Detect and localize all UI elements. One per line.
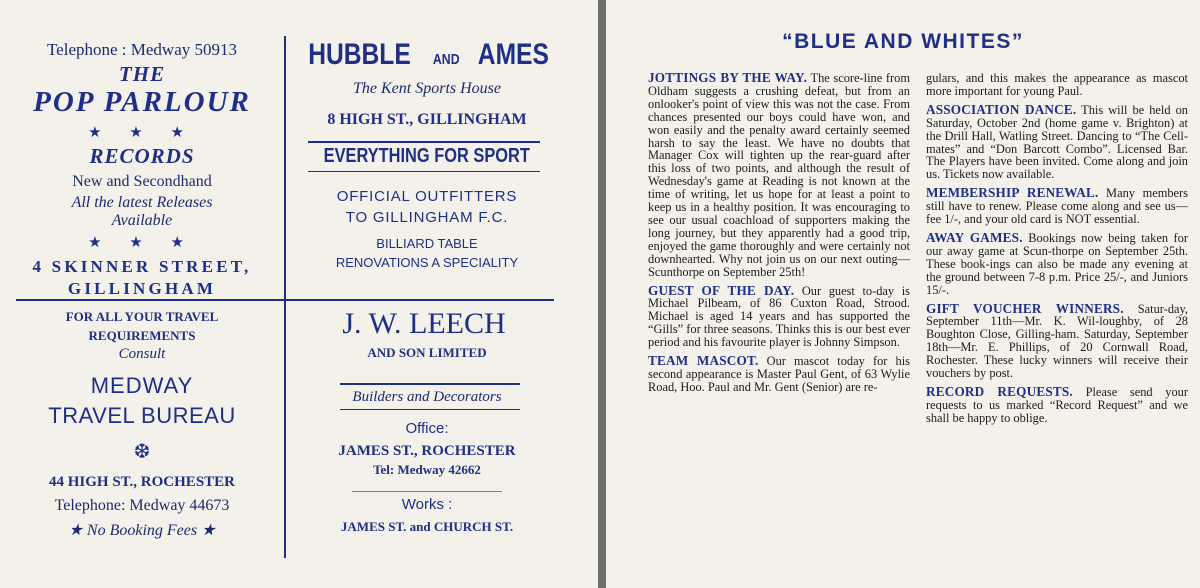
leech-works: Works : xyxy=(401,496,453,513)
travel-line-2: REQUIREMENTS xyxy=(88,328,196,343)
hubble-official-2: TO GILLINGHAM F.C. xyxy=(345,209,509,226)
left-page xyxy=(0,0,598,588)
article-title: “BLUE AND WHITES” xyxy=(782,30,1024,53)
hubble-ames-ad xyxy=(296,38,558,270)
paragraph-away xyxy=(926,229,1188,297)
pop-name: POP PARLOUR xyxy=(33,86,251,118)
para-body: Please send your requests to us marked “Record Request” and we shall be happy to oblige. xyxy=(926,384,1188,425)
travel-consult: Consult xyxy=(118,346,166,362)
para-body: Many members still have to renew. Please come along and see us—fee 1/-, and your old card is NOT essential. xyxy=(926,186,1188,227)
paragraph-jottings xyxy=(648,72,910,279)
hubble-billiard-2: RENOVATIONS A SPECIALITY xyxy=(335,255,519,270)
travel-line-1: FOR ALL YOUR TRAVEL xyxy=(65,309,219,324)
hubble-billiard-1: BILLIARD TABLE xyxy=(376,236,478,251)
paragraph-requests xyxy=(926,383,1188,425)
hubble-name-a: HUBBLE xyxy=(308,38,412,71)
para-body: Bookings now being taken for our away game at Scun-thorpe on September 25th. These book-ings can also be made any evening at the ground between 7-8 p.m. Price 25/-, and Juniors 15/-. xyxy=(926,230,1188,297)
pop-latest-1: All the latest Releases xyxy=(71,194,213,211)
pop-address-1: 4 SKINNER STREET, xyxy=(32,257,252,276)
para-body: Our guest to-day is Michael Pilbeam, of 86 Cuxton Road, Strood. Michael is aged 14 years and has supported the “Gills” for three seasons. Thinks this is our best ever period and his favourite player is Johnny Simpson. xyxy=(648,283,911,350)
paragraph-mascot-cont xyxy=(926,72,1188,98)
pop-records: RECORDS xyxy=(89,144,195,168)
travel-bureau-ad xyxy=(0,309,284,540)
para-body: Our mascot today for his second appearance is Master Paul Gent, of 63 Wylie Road, Hoo. Paul and Mr. Gent (Senior) are re- xyxy=(648,354,910,394)
leech-office: Office: xyxy=(405,420,449,437)
paragraph-guest xyxy=(648,282,911,350)
hubble-name xyxy=(296,38,558,77)
para-heading: GIFT VOUCHER WINNERS. xyxy=(926,300,1124,316)
pop-the: THE xyxy=(118,62,166,86)
leech-trade: Builders and Decorators xyxy=(352,388,502,405)
leech-works-address: JAMES ST. and CHURCH ST. xyxy=(340,519,514,534)
leech-bottom-rule xyxy=(340,409,520,411)
hubble-banner xyxy=(296,145,558,168)
column-left xyxy=(648,72,910,400)
para-body: The score-line from Oldham suggests a crushing defeat, but from an onlooker's point of view this was not the case. From chances presented our boys could have won, and won easily and the penalty award certainly seemed harsh to say the least. We have no doubts that Manager Cox will tighten up the rear-guard after this loss of two points, and although the result of Wednesday's game at Reading is not known at the time of writing, let us hope for at least a point to keep us in a healthy position. It was encouraging to see our usual coachload of supporters making the long journey, but they apparently had a good trip, enjoyed the game thoroughly and were certainly not downhearted. Why not join us on our next outing—Scunthorpe on September 25th! xyxy=(648,71,910,279)
travel-bureau xyxy=(0,403,284,429)
pop-telephone: Telephone : Medway 50913 xyxy=(46,40,237,59)
para-heading: JOTTINGS BY THE WAY. xyxy=(648,70,808,85)
para-body: This will be held on Saturday, October 2nd (home game v. Brighton) at the Drill Hall, Watling Street. Dancing to “The Cell-mates” and “Don Barcott Combo”. Licensed Bar. The Players have been invited. Come along and join us. Tickets now available. xyxy=(926,102,1188,182)
leech-telephone: Tel: Medway 42662 xyxy=(373,462,481,477)
para-body: Satur-day, September 11th—Mr. K. Wil-loughby, of 28 Boughton Close, Gilling-ham. Saturday, September 18th—Mr. E. Phillips, of 20 Cornwall Road, Rochester. These lucky winners will receive their vouchers by post. xyxy=(926,301,1188,381)
hubble-banner-bottom-rule xyxy=(308,171,540,173)
para-heading: GUEST OF THE DAY. xyxy=(648,282,795,298)
travel-address: 44 HIGH ST., ROCHESTER xyxy=(48,474,235,490)
para-heading: MEMBERSHIP RENEWAL. xyxy=(926,185,1099,201)
paragraph-mascot xyxy=(648,355,910,394)
travel-medway-text: MEDWAY xyxy=(90,373,194,398)
leech-ad xyxy=(296,307,558,535)
para-heading: AWAY GAMES. xyxy=(926,229,1023,245)
pop-stars: ★ ★ ★ xyxy=(88,125,196,141)
right-page xyxy=(606,0,1200,588)
leech-works-rule xyxy=(352,491,502,492)
leech-sub: AND SON LIMITED xyxy=(367,345,487,360)
pop-new-second: New and Secondhand xyxy=(72,173,212,190)
para-heading: RECORD REQUESTS. xyxy=(926,383,1073,399)
paragraph-membership xyxy=(926,187,1188,226)
pop-parlour-ad xyxy=(0,40,284,299)
hubble-banner-top-rule xyxy=(308,141,540,143)
pop-address-2: GILLINGHAM xyxy=(67,279,217,298)
hubble-banner-text: EVERYTHING FOR SPORT xyxy=(323,144,531,167)
hubble-tagline: The Kent Sports House xyxy=(353,80,501,97)
paragraph-voucher xyxy=(926,300,1188,381)
hubble-address: 8 HIGH ST., GILLINGHAM xyxy=(327,111,527,128)
snowflake-ornament-icon: ❆ xyxy=(133,441,151,463)
column-right xyxy=(926,72,1188,431)
para-heading: ASSOCIATION DANCE. xyxy=(926,101,1077,117)
hubble-name-b: AMES xyxy=(477,38,549,71)
travel-bureau-text: TRAVEL BUREAU xyxy=(48,403,236,428)
leech-name: J. W. LEECH xyxy=(342,307,506,340)
leech-office-address: JAMES ST., ROCHESTER xyxy=(338,443,516,459)
hubble-official-1: OFFICIAL OUTFITTERS xyxy=(336,188,518,205)
pop-latest-2: Available xyxy=(111,212,173,229)
horizontal-divider xyxy=(16,299,554,301)
leech-top-rule xyxy=(340,383,520,385)
travel-fees: ★ No Booking Fees ★ xyxy=(68,522,216,539)
travel-medway xyxy=(0,373,284,399)
pop-stars-2: ★ ★ ★ xyxy=(88,235,196,251)
vertical-divider xyxy=(284,36,286,558)
travel-telephone: Telephone: Medway 44673 xyxy=(54,497,230,514)
para-body: gulars, and this makes the appearance as mascot more important for young Paul. xyxy=(926,71,1188,98)
hubble-and: AND xyxy=(432,51,460,68)
paragraph-dance xyxy=(926,101,1188,182)
para-heading: TEAM MASCOT. xyxy=(648,353,759,369)
